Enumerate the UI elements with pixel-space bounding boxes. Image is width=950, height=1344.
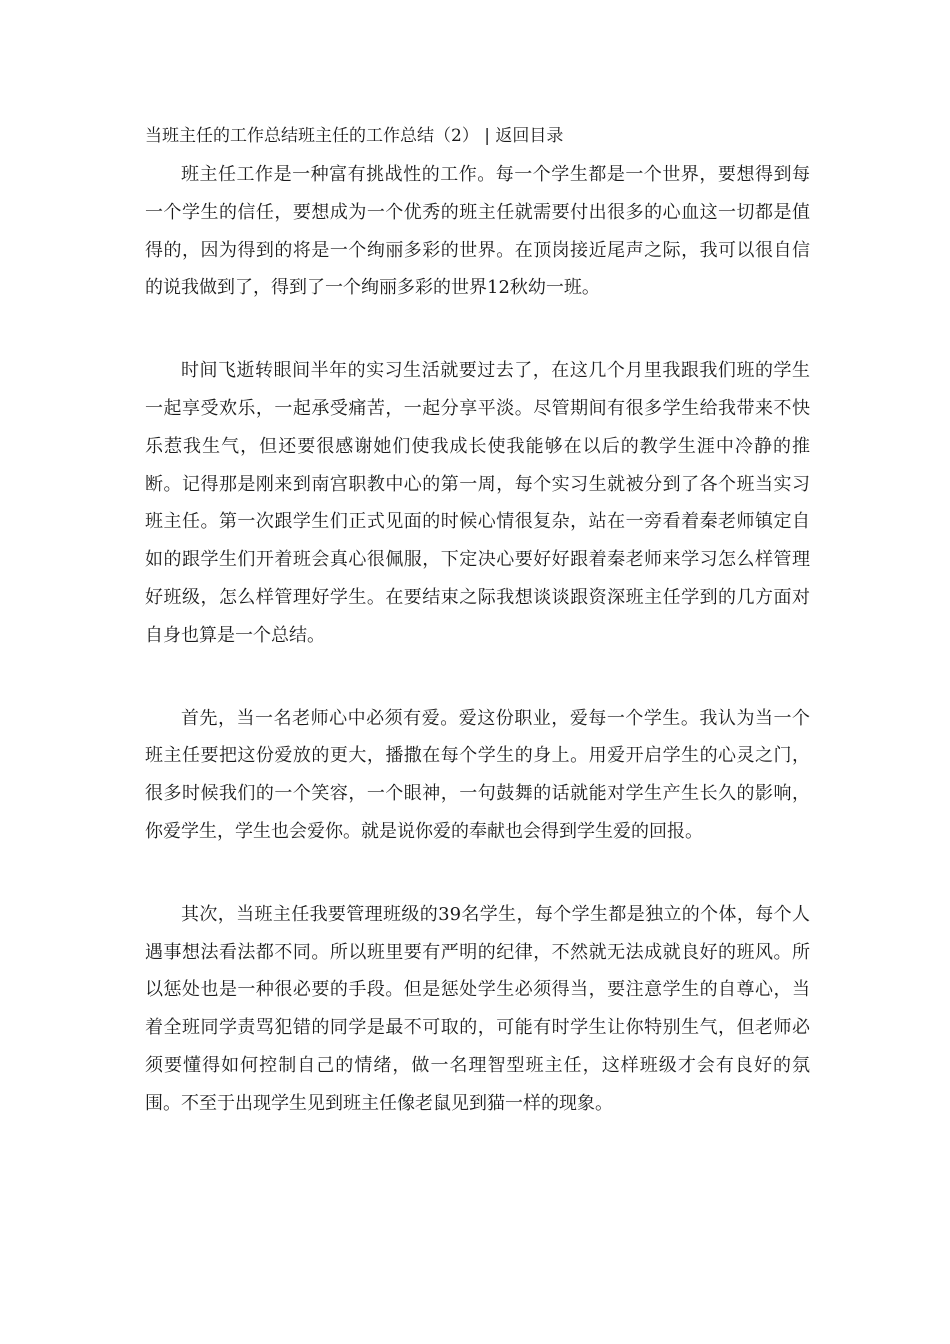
document-title: 当班主任的工作总结班主任的工作总结（2） [145,126,479,146]
paragraph-spacer [145,851,810,896]
paragraph-1: 班主任工作是一种富有挑战性的工作。每一个学生都是一个世界，要想得到每一个学生的信任，要想成为一个优秀的班主任就需要付出很多的心血这一切都是值得的，因为得到的将是一个绚丽多彩的世界。在顶岗接近尾声之际，我可以很自信的说我做到了，得到了一个绚丽多彩的世界12秋幼一班。 [145,164,810,299]
back-to-contents-link[interactable]: 返回目录 [495,126,564,146]
title-separator: | [478,126,496,146]
paragraph-spacer [145,307,810,352]
document-page [145,121,810,1123]
paragraph-spacer [145,655,810,700]
paragraph-3: 首先，当一名老师心中必须有爱。爱这份职业，爱每一个学生。我认为当一个班主任要把这份爱放的更大，播撒在每个学生的身上。用爱开启学生的心灵之门，很多时候我们的一个笑容，一个眼神，一句鼓舞的话就能对学生产生长久的影响，你爱学生，学生也会爱你。就是说你爱的奉献也会得到学生爱的回报。 [145,707,810,842]
paragraph-2: 时间飞逝转眼间半年的实习生活就要过去了，在这几个月里我跟我们班的学生一起享受欢乐，一起承受痛苦，一起分享平淡。尽管期间有很多学生给我带来不快乐惹我生气，但还要很感谢她们使我成长使我能够在以后的教学生涯中冷静的推断。记得那是刚来到南宫职教中心的第一周，每个实习生就被分到了各个班当实习班主任。第一次跟学生们正式见面的时候心情很复杂，站在一旁看着秦老师镇定自如的跟学生们开着班会真心很佩服，下定决心要好好跟着秦老师来学习怎么样管理好班级，怎么样管理好学生。在要结束之际我想谈谈跟资深班主任学到的几方面对自身也算是一个总结。 [145,360,810,646]
document-title-line [145,121,810,151]
paragraph-4: 其次，当班主任我要管理班级的39名学生，每个学生都是独立的个体，每个人遇事想法看法都不同。所以班里要有严明的纪律，不然就无法成就良好的班风。所以惩处也是一种很必要的手段。但是惩处学生必须得当，要注意学生的自尊心，当着全班同学责骂犯错的同学是最不可取的，可能有时学生让你特别生气，但老师必须要懂得如何控制自己的情绪，做一名理智型班主任，这样班级才会有良好的氛围。不至于出现学生见到班主任像老鼠见到猫一样的现象。 [145,903,810,1114]
